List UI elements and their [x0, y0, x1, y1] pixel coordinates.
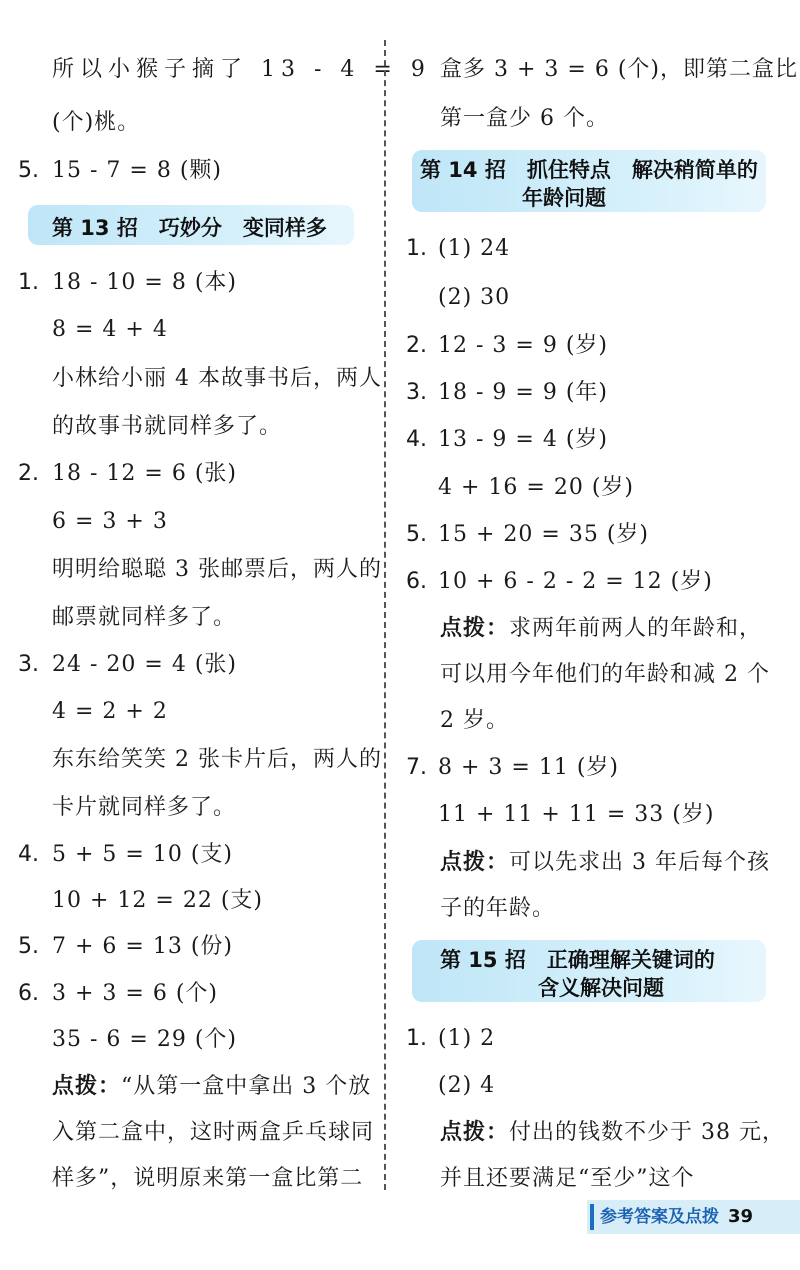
tip-line	[440, 1118, 785, 1148]
answer-line: 10 + 6 - 2 - 2 = 12 (岁)	[438, 569, 713, 594]
tip-line: 样多”，说明原来第一盒比第二	[52, 1166, 364, 1191]
answer-line: 18 - 12 = 6 (张)	[52, 461, 237, 486]
answer-line: (1) 24	[438, 236, 511, 261]
tip-line: 可以用今年他们的年龄和减 2 个	[440, 662, 770, 687]
answer-line: 8 = 4 + 4	[52, 317, 168, 342]
question-number: 4.	[18, 842, 39, 867]
section-title-line1: 第 15 招 正确理解关键词的	[440, 948, 715, 972]
answer-line: (1) 2	[438, 1026, 496, 1051]
answer-line: 12 - 3 = 9 (岁)	[438, 333, 608, 358]
question-number: 1.	[406, 1026, 427, 1051]
tip-label: 点拨：	[440, 850, 510, 875]
tip-text: 可以先求出 3 年后每个孩	[509, 850, 770, 875]
answer-line: 15 - 7 = 8 (颗)	[52, 158, 222, 183]
answer-line: 4 + 16 = 20 (岁)	[438, 475, 634, 500]
tip-label: 点拨：	[440, 616, 510, 641]
tip-text: “从第一盒中拿出 3 个放	[121, 1074, 372, 1099]
tip-text: 付出的钱数不少于 38 元，	[509, 1120, 785, 1145]
answer-line: (2) 30	[438, 285, 511, 310]
question-number: 3.	[18, 652, 39, 677]
tip-label: 点拨：	[440, 1120, 510, 1145]
answer-line: 6 = 3 + 3	[52, 509, 168, 534]
continued-line: 盒多 3 + 3 = 6 (个)，即第二盒比	[440, 57, 798, 82]
section-13-header	[28, 205, 354, 245]
section-15-header	[412, 940, 766, 1002]
answer-line: 邮票就同样多了。	[52, 605, 237, 630]
section-title: 第 13 招 巧妙分 变同样多	[52, 216, 327, 240]
tip-line: 2 岁。	[440, 708, 509, 733]
question-number: 2.	[18, 461, 39, 486]
answer-line: 3 + 3 = 6 (个)	[52, 981, 218, 1006]
question-number: 6.	[18, 981, 39, 1006]
question-number: 2.	[406, 333, 427, 358]
tip-line	[52, 1072, 371, 1102]
section-14-header	[412, 150, 766, 212]
tip-label: 点拨：	[52, 1074, 122, 1099]
column-divider	[384, 40, 386, 1190]
tip-line: 入第二盒中，这时两盒乒乓球同	[52, 1120, 375, 1145]
answer-line: 东东给笑笑 2 张卡片后，两人的	[52, 747, 382, 772]
answer-line: 明明给聪聪 3 张邮票后，两人的	[52, 557, 382, 582]
answer-line: (2) 4	[438, 1073, 496, 1098]
question-number: 1.	[406, 236, 427, 261]
section-title-line2: 年龄问题	[522, 186, 606, 210]
answer-line: 15 + 20 = 35 (岁)	[438, 522, 649, 547]
answer-line: 卡片就同样多了。	[52, 795, 237, 820]
question-number: 5.	[18, 158, 39, 183]
tip-line	[440, 848, 770, 878]
answer-line: 7 + 6 = 13 (份)	[52, 934, 233, 959]
answer-line: 24 - 20 = 4 (张)	[52, 652, 237, 677]
answer-line: 18 - 10 = 8 (本)	[52, 270, 237, 295]
answer-line: 11 + 11 + 11 = 33 (岁)	[438, 802, 715, 827]
answer-line: 8 + 3 = 11 (岁)	[438, 755, 619, 780]
question-number: 3.	[406, 380, 427, 405]
tip-line: 并且还要满足“至少”这个	[440, 1166, 695, 1191]
intro-line: 所以小猴子摘了 13 - 4 = 9	[52, 57, 431, 82]
answer-line: 10 + 12 = 22 (支)	[52, 888, 263, 913]
footer-label: 参考答案及点拨	[600, 1207, 719, 1227]
question-number: 6.	[406, 569, 427, 594]
section-title-line1: 第 14 招 抓住特点 解决稍简单的	[420, 158, 758, 182]
tip-line	[440, 614, 762, 644]
footer-accent	[590, 1204, 594, 1230]
page-number: 39	[728, 1206, 754, 1227]
question-number: 4.	[406, 427, 427, 452]
answer-line: 的故事书就同样多了。	[52, 414, 283, 439]
answer-line: 4 = 2 + 2	[52, 699, 168, 724]
intro-line: (个)桃。	[52, 110, 141, 135]
answer-line: 18 - 9 = 9 (年)	[438, 380, 608, 405]
answer-line: 13 - 9 = 4 (岁)	[438, 427, 608, 452]
question-number: 1.	[18, 270, 39, 295]
answer-line: 35 - 6 = 29 (个)	[52, 1027, 237, 1052]
tip-text: 求两年前两人的年龄和，	[509, 616, 763, 641]
continued-line: 第一盒少 6 个。	[440, 106, 609, 131]
question-number: 5.	[18, 934, 39, 959]
question-number: 7.	[406, 755, 427, 780]
answer-line: 小林给小丽 4 本故事书后，两人	[52, 366, 382, 391]
tip-line: 子的年龄。	[440, 896, 556, 921]
question-number: 5.	[406, 522, 427, 547]
answer-line: 5 + 5 = 10 (支)	[52, 842, 233, 867]
section-title-line2: 含义解决问题	[538, 976, 664, 1000]
